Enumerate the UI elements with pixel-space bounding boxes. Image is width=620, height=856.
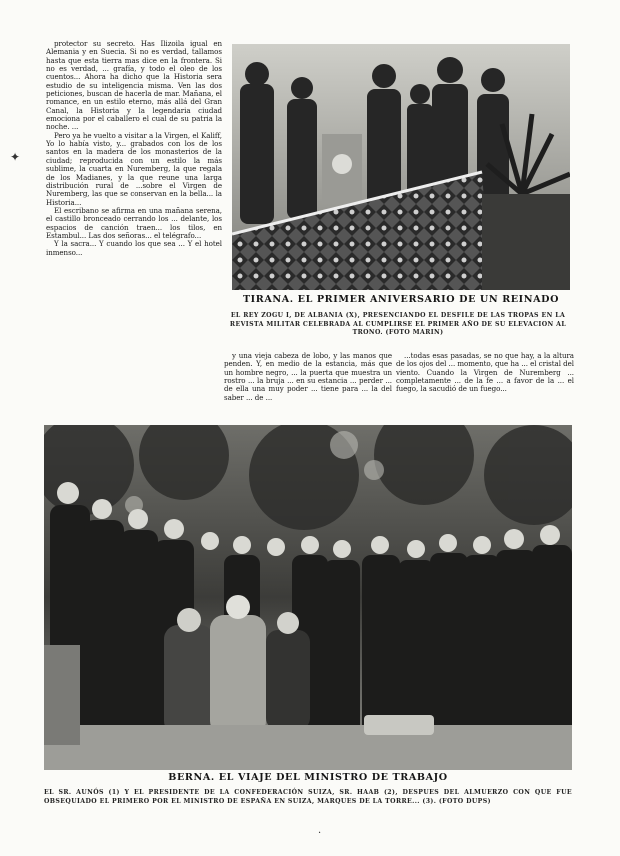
photo-tirana-ceremony [232, 44, 570, 290]
article-paragraph: Y la sacra... Y cuando los que sea ... Y el hotel inmenso... [46, 239, 222, 257]
margin-ornament: ✦ [10, 150, 21, 164]
article-column-left [46, 40, 222, 414]
berna-photo-caption: EL SR. AUNÓS (1) Y EL PRESIDENTE DE LA CONFEDERACIÓN SUIZA, SR. HAAB (2), DESPUES DEL ALMUERZO CON QUE FUE OBSEQUIADO EL PRIMERO POR EL MINISTRO DE ESPAÑA EN SUIZA, MARQUES DE LA TORRE... (3). (FOTO DUPS) [44, 789, 572, 805]
article-paragraph: y una vieja cabeza de lobo, y las manos que penden. Y, en medio de la estancia, más que un hombre negro, ... la puerta que muestra un rostro ... la bruja ... en su estancia ... perder ... de ella una muy poder ... tiene para ... la del saber ... de ... [224, 352, 392, 402]
tirana-photo-caption: EL REY ZOGU I, DE ALBANIA (X), PRESENCIANDO EL DESFILE DE LAS TROPAS EN LA REVISTA MILITAR CELEBRADA AL CUMPLIRSE EL PRIMER AÑO DE SU ELEVACION AL TRONO. (FOTO MARIN) [229, 312, 567, 337]
tirana-photo-title: TIRANA. EL PRIMER ANIVERSARIO DE UN REINADO [242, 294, 560, 305]
article-paragraph: El escribano se afirma en una mañana serena, el castillo bronceado cerrando los ... delante, los espacios de canción traen... los tilos, en Estambul... Las dos señoras... el telégrafo... [46, 205, 222, 240]
article-paragraph: Pero ya he vuelto a visitar a la Virgen, el Kaliff, Yo lo había visto, y... grabados con los de los santos en la madera de los monasterios de la ciudad; reproducida con un estilo la más sublime, la cuarta en Nuremberg, la que regala de los Madianes, y la que reune una larga distribución rural de ...sobre el Virgen de Nuremberg, las que se conservan en la bella... la Historia... [46, 130, 222, 207]
article-paragraph: ...todas esas pasadas, se no que hay, a la altura de los ojos del ... momento, que ha ... el cristal del viento. Cuando la Virgen de Nuremberg ... completamente ... de la fe ... a favor de la ... el fuego, la sacudió de un fuego... [396, 352, 574, 394]
article-column-right [396, 352, 574, 414]
berna-photo-title: BERNA. EL VIAJE DEL MINISTRO DE TRABAJO [168, 772, 448, 783]
article-column-middle [224, 352, 392, 414]
article-paragraph: protector su secreto. Has Ilizoila igual en Alemania y en Suecia. Si no es verdad, tallamos hasta que esta tierra mas dice en la frontera. Si no es verdad, ... grafía, y todo el oleo de los cuentos... Ahora ha dicho que la Historia sera estudio de su inteligencia misma. Ven las dos peticiones, buscan de hacerla de mar. Mañana, el romance, en un estilo eterno, más allá del Gran Canal, la Historia y la legendaria ciudad emociona por el caballero el cual de su patria la noche. ... [46, 40, 222, 132]
photo-berna-group [44, 425, 572, 770]
page-dot: · [318, 828, 322, 839]
